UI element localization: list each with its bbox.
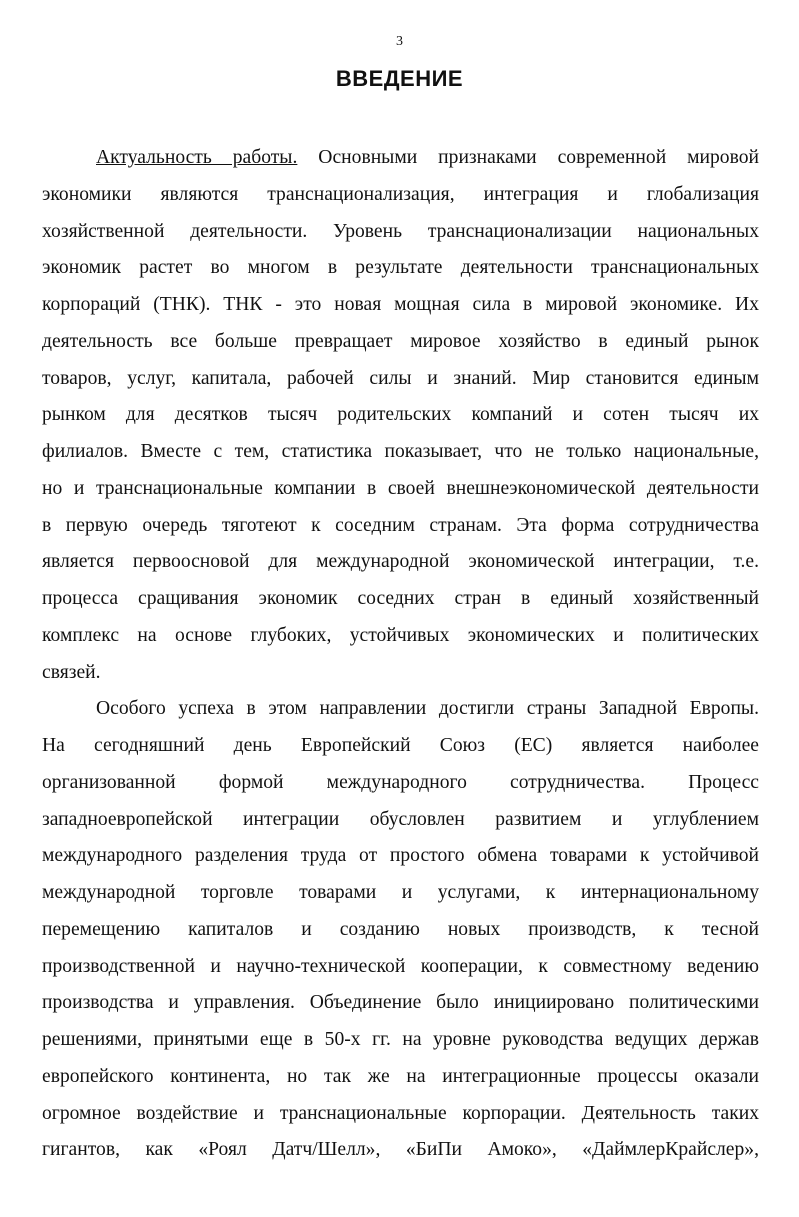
paragraph-2-line: перемещению капиталов и созданию новых производств, к тесной [42, 918, 759, 940]
paragraph-2-line: западноевропейской интеграции обусловлен развитием и углублением [42, 808, 759, 830]
paragraph-1-first-rest: Основными признаками современной мировой [297, 147, 759, 168]
paragraph-1-line: связей. [42, 661, 101, 683]
paragraph-1-line: экономики являются транснационализация, интеграция и глобализация [42, 183, 759, 205]
paragraph-1-line: хозяйственной деятельности. Уровень транснационализации национальных [42, 220, 759, 242]
paragraph-2-line: европейского континента, но так же на интеграционные процессы оказали [42, 1065, 759, 1087]
paragraph-1-line: в первую очередь тяготеют к соседним странам. Эта форма сотрудничества [42, 514, 759, 536]
page-heading: ВВЕДЕНИЕ [335, 66, 464, 91]
paragraph-1-line: филиалов. Вместе с тем, статистика показывает, что не только национальные, [42, 441, 759, 462]
paragraph-1-line: комплекс на основе глубоких, устойчивых экономических и политических [42, 624, 759, 646]
paragraph-2-line: огромное воздействие и транснациональные корпорации. Деятельность таких [42, 1102, 759, 1124]
relevance-lead: Актуальность работы. [96, 147, 298, 168]
paragraph-1-line: процесса сращивания экономик соседних стран в единый хозяйственный [42, 588, 759, 609]
paragraph-1-line: является первоосновой для международной экономической интеграции, т.е. [42, 551, 759, 573]
paragraph-1-line: корпораций (ТНК). ТНК - это новая мощная сила в мировой экономике. Их [42, 294, 759, 315]
paragraph-1-line: товаров, услуг, капитала, рабочей силы и знаний. Мир становится единым [42, 367, 759, 389]
paragraph-1-line [42, 140, 759, 177]
paragraph-2-line: Особого успеха в этом направлении достигли страны Западной Европы. [96, 698, 759, 720]
paragraph-2-line: решениями, принятыми еще в 50-х гг. на уровне руководства ведущих держав [42, 1029, 759, 1050]
paragraph-2-line: международного разделения труда от простого обмена товарами к устойчивой [42, 845, 759, 867]
paragraph-2-line: производственной и научно-технической кооперации, к совместному ведению [42, 955, 759, 977]
paragraph-2-line: гигантов, как «Роял Датч/Шелл», «БиПи Амоко», «ДаймлерКрайслер», [42, 1139, 759, 1161]
paragraph-1-line: но и транснациональные компании в своей внешнеэкономической деятельности [42, 477, 759, 499]
paragraph-1-line: деятельность все больше превращает мировое хозяйство в единый рынок [42, 330, 759, 352]
paragraph-2-line: международной торговле товарами и услугами, к интернациональному [42, 882, 759, 903]
body-text [42, 140, 759, 1169]
paragraph-2-line: производства и управления. Объединение было инициировано политическими [42, 992, 759, 1014]
paragraph-2-line: организованной формой международного сотрудничества. Процесс [42, 771, 759, 793]
paragraph-1-line: рынком для десятков тысяч родительских компаний и сотен тысяч их [42, 404, 759, 426]
page-number: 3 [396, 34, 403, 49]
paragraph-2-line: На сегодняшний день Европейский Союз (ЕС) является наиболее [42, 735, 759, 756]
paragraph-1-line: экономик растет во многом в результате деятельности транснациональных [42, 257, 759, 279]
